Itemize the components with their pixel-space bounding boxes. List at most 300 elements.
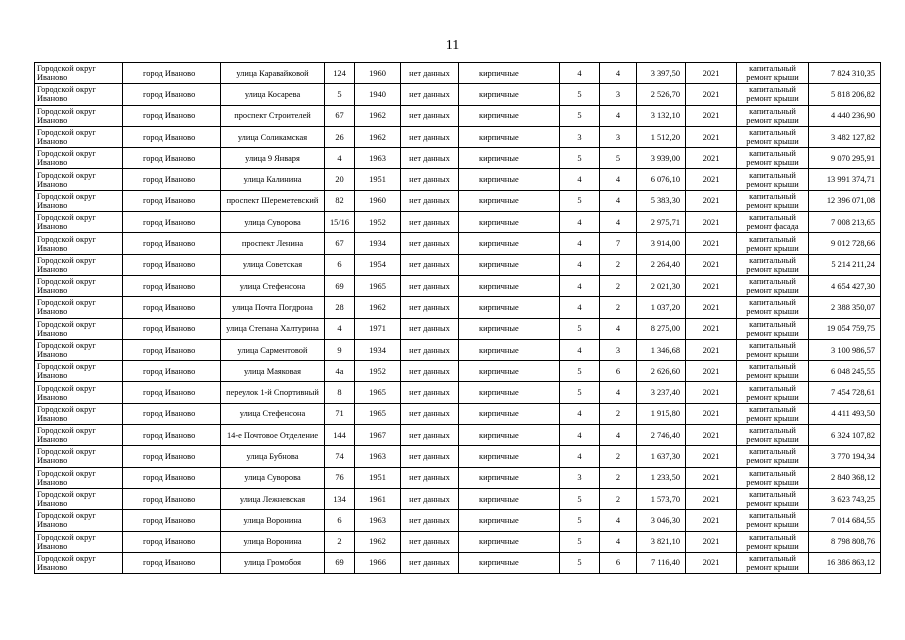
cell-settlement: город Иваново — [123, 190, 221, 211]
cell-area: 1 346,68 — [637, 339, 686, 360]
cell-work-year: 2021 — [686, 446, 737, 467]
cell-commissioning: нет данных — [401, 63, 459, 84]
cell-house-number: 71 — [325, 403, 355, 424]
cell-street: улица Бубнова — [221, 446, 325, 467]
cell-house-number: 26 — [325, 126, 355, 147]
cell-street: проспект Строителей — [221, 105, 325, 126]
cell-area: 3 046,30 — [637, 510, 686, 531]
cell-settlement: город Иваново — [123, 339, 221, 360]
cell-municipality: Городской округ Иваново — [35, 63, 123, 84]
cell-commissioning: нет данных — [401, 148, 459, 169]
cell-build-year: 1960 — [355, 190, 401, 211]
cell-street: улица Лежневская — [221, 488, 325, 509]
cell-work-year: 2021 — [686, 510, 737, 531]
cell-work-year: 2021 — [686, 318, 737, 339]
cell-build-year: 1963 — [355, 148, 401, 169]
cell-floors: 4 — [560, 403, 600, 424]
cell-work-year: 2021 — [686, 233, 737, 254]
cell-commissioning: нет данных — [401, 552, 459, 573]
cell-street: улица Суворова — [221, 467, 325, 488]
table-row — [35, 84, 881, 105]
cell-entrances: 6 — [600, 361, 637, 382]
cell-area: 5 383,30 — [637, 190, 686, 211]
cell-floors: 5 — [560, 84, 600, 105]
cell-area: 2 526,70 — [637, 84, 686, 105]
cell-work-type: капитальный ремонт крыши — [737, 403, 809, 424]
cell-municipality: Городской округ Иваново — [35, 425, 123, 446]
cell-house-number: 15/16 — [325, 212, 355, 233]
cell-entrances: 5 — [600, 148, 637, 169]
table-row — [35, 297, 881, 318]
cell-settlement: город Иваново — [123, 275, 221, 296]
cell-house-number: 67 — [325, 105, 355, 126]
cell-wall-material: кирпичные — [459, 275, 560, 296]
cell-wall-material: кирпичные — [459, 105, 560, 126]
cell-house-number: 134 — [325, 488, 355, 509]
cell-commissioning: нет данных — [401, 169, 459, 190]
cell-commissioning: нет данных — [401, 488, 459, 509]
cell-municipality: Городской округ Иваново — [35, 339, 123, 360]
cell-build-year: 1952 — [355, 212, 401, 233]
cell-house-number: 4а — [325, 361, 355, 382]
cell-house-number: 6 — [325, 254, 355, 275]
cell-build-year: 1962 — [355, 126, 401, 147]
cell-work-year: 2021 — [686, 403, 737, 424]
cell-wall-material: кирпичные — [459, 212, 560, 233]
cell-settlement: город Иваново — [123, 552, 221, 573]
cell-floors: 4 — [560, 169, 600, 190]
cell-cost: 7 014 684,55 — [809, 510, 881, 531]
cell-street: проспект Шереметевский — [221, 190, 325, 211]
cell-settlement: город Иваново — [123, 446, 221, 467]
cell-house-number: 28 — [325, 297, 355, 318]
cell-cost: 2 840 368,12 — [809, 467, 881, 488]
cell-work-type: капитальный ремонт крыши — [737, 148, 809, 169]
cell-settlement: город Иваново — [123, 467, 221, 488]
cell-street: улица Почта Погдрона — [221, 297, 325, 318]
cell-municipality: Городской округ Иваново — [35, 212, 123, 233]
cell-street: улица Маяковая — [221, 361, 325, 382]
cell-municipality: Городской округ Иваново — [35, 84, 123, 105]
cell-build-year: 1965 — [355, 403, 401, 424]
cell-build-year: 1954 — [355, 254, 401, 275]
cell-entrances: 2 — [600, 488, 637, 509]
cell-house-number: 82 — [325, 190, 355, 211]
cell-floors: 5 — [560, 105, 600, 126]
cell-build-year: 1961 — [355, 488, 401, 509]
cell-floors: 5 — [560, 318, 600, 339]
cell-wall-material: кирпичные — [459, 382, 560, 403]
cell-area: 3 914,00 — [637, 233, 686, 254]
cell-work-type: капитальный ремонт крыши — [737, 339, 809, 360]
cell-work-type: капитальный ремонт крыши — [737, 446, 809, 467]
cell-area: 7 116,40 — [637, 552, 686, 573]
cell-build-year: 1951 — [355, 467, 401, 488]
page-number: 11 — [445, 38, 460, 53]
cell-floors: 5 — [560, 488, 600, 509]
table-row — [35, 382, 881, 403]
cell-work-type: капитальный ремонт крыши — [737, 531, 809, 552]
table-row — [35, 403, 881, 424]
table-row — [35, 126, 881, 147]
cell-wall-material: кирпичные — [459, 510, 560, 531]
cell-settlement: город Иваново — [123, 254, 221, 275]
cell-work-year: 2021 — [686, 552, 737, 573]
table-row — [35, 169, 881, 190]
cell-entrances: 2 — [600, 297, 637, 318]
cell-work-type: капитальный ремонт крыши — [737, 105, 809, 126]
cell-build-year: 1966 — [355, 552, 401, 573]
cell-settlement: город Иваново — [123, 84, 221, 105]
table-row — [35, 275, 881, 296]
cell-area: 2 021,30 — [637, 275, 686, 296]
cell-floors: 4 — [560, 254, 600, 275]
cell-street: улица Воронина — [221, 531, 325, 552]
table-row — [35, 361, 881, 382]
cell-work-type: капитальный ремонт крыши — [737, 318, 809, 339]
cell-municipality: Городской округ Иваново — [35, 254, 123, 275]
cell-house-number: 69 — [325, 552, 355, 573]
cell-entrances: 4 — [600, 190, 637, 211]
cell-house-number: 2 — [325, 531, 355, 552]
cell-build-year: 1963 — [355, 510, 401, 531]
cell-commissioning: нет данных — [401, 510, 459, 531]
table-row — [35, 531, 881, 552]
cell-municipality: Городской округ Иваново — [35, 148, 123, 169]
table-row — [35, 467, 881, 488]
cell-house-number: 4 — [325, 318, 355, 339]
cell-floors: 5 — [560, 510, 600, 531]
table-row — [35, 233, 881, 254]
cell-municipality: Городской округ Иваново — [35, 169, 123, 190]
cell-build-year: 1934 — [355, 233, 401, 254]
cell-build-year: 1965 — [355, 275, 401, 296]
cell-work-year: 2021 — [686, 63, 737, 84]
cell-wall-material: кирпичные — [459, 126, 560, 147]
cell-cost: 12 396 071,08 — [809, 190, 881, 211]
cell-work-type: капитальный ремонт крыши — [737, 297, 809, 318]
cell-street: улица Советская — [221, 254, 325, 275]
cell-work-type: капитальный ремонт крыши — [737, 169, 809, 190]
cell-entrances: 6 — [600, 552, 637, 573]
cell-floors: 4 — [560, 63, 600, 84]
cell-work-type: капитальный ремонт крыши — [737, 233, 809, 254]
table-row — [35, 318, 881, 339]
cell-municipality: Городской округ Иваново — [35, 446, 123, 467]
cell-area: 3 132,10 — [637, 105, 686, 126]
cell-entrances: 7 — [600, 233, 637, 254]
cell-entrances: 2 — [600, 403, 637, 424]
cell-floors: 4 — [560, 339, 600, 360]
cell-work-year: 2021 — [686, 467, 737, 488]
cell-street: улица Косарева — [221, 84, 325, 105]
cell-entrances: 2 — [600, 254, 637, 275]
cell-area: 2 264,40 — [637, 254, 686, 275]
cell-build-year: 1963 — [355, 446, 401, 467]
cell-entrances: 4 — [600, 382, 637, 403]
cell-area: 8 275,00 — [637, 318, 686, 339]
cell-work-type: капитальный ремонт крыши — [737, 361, 809, 382]
cell-wall-material: кирпичные — [459, 254, 560, 275]
cell-municipality: Городской округ Иваново — [35, 467, 123, 488]
cell-municipality: Городской округ Иваново — [35, 318, 123, 339]
cell-area: 1 233,50 — [637, 467, 686, 488]
cell-floors: 5 — [560, 552, 600, 573]
cell-commissioning: нет данных — [401, 254, 459, 275]
cell-floors: 3 — [560, 126, 600, 147]
cell-area: 3 237,40 — [637, 382, 686, 403]
table-row — [35, 105, 881, 126]
cell-house-number: 8 — [325, 382, 355, 403]
cell-settlement: город Иваново — [123, 510, 221, 531]
cell-street: улица Сарментовой — [221, 339, 325, 360]
cell-cost: 4 411 493,50 — [809, 403, 881, 424]
cell-floors: 4 — [560, 425, 600, 446]
cell-wall-material: кирпичные — [459, 318, 560, 339]
cell-wall-material: кирпичные — [459, 446, 560, 467]
cell-house-number: 20 — [325, 169, 355, 190]
cell-floors: 4 — [560, 233, 600, 254]
cell-work-type: капитальный ремонт крыши — [737, 84, 809, 105]
cell-floors: 5 — [560, 382, 600, 403]
cell-cost: 3 770 194,34 — [809, 446, 881, 467]
table-row — [35, 212, 881, 233]
cell-work-type: капитальный ремонт крыши — [737, 552, 809, 573]
cell-work-year: 2021 — [686, 275, 737, 296]
cell-commissioning: нет данных — [401, 297, 459, 318]
cell-house-number: 6 — [325, 510, 355, 531]
cell-street: 14-е Почтовое Отделение — [221, 425, 325, 446]
cell-work-type: капитальный ремонт фасада — [737, 212, 809, 233]
cell-wall-material: кирпичные — [459, 339, 560, 360]
cell-commissioning: нет данных — [401, 105, 459, 126]
cell-work-year: 2021 — [686, 212, 737, 233]
cell-settlement: город Иваново — [123, 318, 221, 339]
cell-floors: 5 — [560, 531, 600, 552]
cell-floors: 3 — [560, 467, 600, 488]
cell-cost: 8 798 808,76 — [809, 531, 881, 552]
table-row — [35, 446, 881, 467]
cell-work-type: капитальный ремонт крыши — [737, 190, 809, 211]
cell-house-number: 5 — [325, 84, 355, 105]
cell-street: улица Суворова — [221, 212, 325, 233]
cell-house-number: 74 — [325, 446, 355, 467]
cell-municipality: Городской округ Иваново — [35, 382, 123, 403]
cell-street: улица 9 Января — [221, 148, 325, 169]
cell-entrances: 4 — [600, 212, 637, 233]
cell-work-year: 2021 — [686, 297, 737, 318]
cell-entrances: 3 — [600, 126, 637, 147]
cell-municipality: Городской округ Иваново — [35, 531, 123, 552]
cell-area: 2 975,71 — [637, 212, 686, 233]
cell-street: улица Стефенсона — [221, 403, 325, 424]
cell-wall-material: кирпичные — [459, 233, 560, 254]
cell-area: 6 076,10 — [637, 169, 686, 190]
cell-cost: 7 454 728,61 — [809, 382, 881, 403]
cell-municipality: Городской округ Иваново — [35, 361, 123, 382]
cell-commissioning: нет данных — [401, 233, 459, 254]
cell-floors: 4 — [560, 446, 600, 467]
cell-street: улица Соликамская — [221, 126, 325, 147]
cell-municipality: Городской округ Иваново — [35, 403, 123, 424]
cell-work-year: 2021 — [686, 254, 737, 275]
cell-wall-material: кирпичные — [459, 488, 560, 509]
cell-commissioning: нет данных — [401, 84, 459, 105]
cell-settlement: город Иваново — [123, 212, 221, 233]
cell-wall-material: кирпичные — [459, 297, 560, 318]
cell-area: 3 397,50 — [637, 63, 686, 84]
cell-commissioning: нет данных — [401, 339, 459, 360]
cell-municipality: Городской округ Иваново — [35, 488, 123, 509]
cell-cost: 3 100 986,57 — [809, 339, 881, 360]
cell-work-year: 2021 — [686, 531, 737, 552]
cell-work-year: 2021 — [686, 105, 737, 126]
cell-build-year: 1951 — [355, 169, 401, 190]
cell-build-year: 1934 — [355, 339, 401, 360]
cell-commissioning: нет данных — [401, 403, 459, 424]
cell-build-year: 1952 — [355, 361, 401, 382]
cell-entrances: 4 — [600, 318, 637, 339]
cell-wall-material: кирпичные — [459, 169, 560, 190]
cell-municipality: Городской округ Иваново — [35, 105, 123, 126]
cell-work-year: 2021 — [686, 190, 737, 211]
cell-floors: 5 — [560, 148, 600, 169]
cell-cost: 13 991 374,71 — [809, 169, 881, 190]
cell-settlement: город Иваново — [123, 169, 221, 190]
cell-street: улица Калинина — [221, 169, 325, 190]
cell-cost: 6 324 107,82 — [809, 425, 881, 446]
cell-street: улица Степана Халтурина — [221, 318, 325, 339]
cell-commissioning: нет данных — [401, 212, 459, 233]
cell-municipality: Городской округ Иваново — [35, 126, 123, 147]
cell-entrances: 4 — [600, 510, 637, 531]
table-row — [35, 63, 881, 84]
cell-street: проспект Ленина — [221, 233, 325, 254]
cell-work-year: 2021 — [686, 382, 737, 403]
cell-work-type: капитальный ремонт крыши — [737, 382, 809, 403]
cell-area: 2 746,40 — [637, 425, 686, 446]
cell-cost: 7 824 310,35 — [809, 63, 881, 84]
cell-municipality: Городской округ Иваново — [35, 297, 123, 318]
cell-street: улица Воронина — [221, 510, 325, 531]
cell-wall-material: кирпичные — [459, 84, 560, 105]
cell-settlement: город Иваново — [123, 361, 221, 382]
cell-house-number: 144 — [325, 425, 355, 446]
cell-cost: 5 818 206,82 — [809, 84, 881, 105]
cell-floors: 5 — [560, 190, 600, 211]
cell-settlement: город Иваново — [123, 297, 221, 318]
table-row — [35, 510, 881, 531]
cell-floors: 4 — [560, 212, 600, 233]
cell-wall-material: кирпичные — [459, 425, 560, 446]
cell-house-number: 76 — [325, 467, 355, 488]
cell-commissioning: нет данных — [401, 126, 459, 147]
cell-cost: 4 654 427,30 — [809, 275, 881, 296]
cell-cost: 9 070 295,91 — [809, 148, 881, 169]
cell-area: 3 939,00 — [637, 148, 686, 169]
cell-cost: 5 214 211,24 — [809, 254, 881, 275]
table-row — [35, 339, 881, 360]
cell-entrances: 4 — [600, 105, 637, 126]
cell-settlement: город Иваново — [123, 126, 221, 147]
table-row — [35, 425, 881, 446]
cell-floors: 5 — [560, 361, 600, 382]
cell-cost: 19 054 759,75 — [809, 318, 881, 339]
cell-commissioning: нет данных — [401, 531, 459, 552]
cell-cost: 6 048 245,55 — [809, 361, 881, 382]
cell-build-year: 1967 — [355, 425, 401, 446]
cell-commissioning: нет данных — [401, 361, 459, 382]
cell-house-number: 67 — [325, 233, 355, 254]
cell-cost: 2 388 350,07 — [809, 297, 881, 318]
cell-entrances: 4 — [600, 169, 637, 190]
cell-commissioning: нет данных — [401, 318, 459, 339]
cell-wall-material: кирпичные — [459, 403, 560, 424]
cell-settlement: город Иваново — [123, 105, 221, 126]
cell-wall-material: кирпичные — [459, 190, 560, 211]
cell-wall-material: кирпичные — [459, 63, 560, 84]
cell-entrances: 4 — [600, 531, 637, 552]
cell-build-year: 1965 — [355, 382, 401, 403]
cell-area: 1 915,80 — [637, 403, 686, 424]
cell-work-type: капитальный ремонт крыши — [737, 63, 809, 84]
cell-commissioning: нет данных — [401, 190, 459, 211]
cell-commissioning: нет данных — [401, 425, 459, 446]
cell-entrances: 3 — [600, 339, 637, 360]
cell-cost: 3 482 127,82 — [809, 126, 881, 147]
cell-cost: 9 012 728,66 — [809, 233, 881, 254]
cell-entrances: 4 — [600, 63, 637, 84]
cell-wall-material: кирпичные — [459, 148, 560, 169]
cell-area: 1 637,30 — [637, 446, 686, 467]
cell-work-year: 2021 — [686, 148, 737, 169]
cell-street: улица Каравайковой — [221, 63, 325, 84]
cell-work-type: капитальный ремонт крыши — [737, 467, 809, 488]
table-row — [35, 488, 881, 509]
cell-area: 1 573,70 — [637, 488, 686, 509]
cell-floors: 4 — [560, 297, 600, 318]
cell-house-number: 69 — [325, 275, 355, 296]
cell-commissioning: нет данных — [401, 382, 459, 403]
cell-work-year: 2021 — [686, 84, 737, 105]
cell-work-type: капитальный ремонт крыши — [737, 254, 809, 275]
cell-entrances: 2 — [600, 467, 637, 488]
cell-work-year: 2021 — [686, 425, 737, 446]
cell-municipality: Городской округ Иваново — [35, 552, 123, 573]
cell-area: 1 037,20 — [637, 297, 686, 318]
table-row — [35, 148, 881, 169]
cell-build-year: 1960 — [355, 63, 401, 84]
cell-commissioning: нет данных — [401, 446, 459, 467]
cell-work-year: 2021 — [686, 126, 737, 147]
cell-settlement: город Иваново — [123, 403, 221, 424]
cell-work-year: 2021 — [686, 488, 737, 509]
cell-build-year: 1962 — [355, 105, 401, 126]
cell-house-number: 124 — [325, 63, 355, 84]
cell-floors: 4 — [560, 275, 600, 296]
cell-commissioning: нет данных — [401, 275, 459, 296]
cell-wall-material: кирпичные — [459, 467, 560, 488]
cell-street: улица Стефенсона — [221, 275, 325, 296]
cell-wall-material: кирпичные — [459, 361, 560, 382]
cell-entrances: 2 — [600, 275, 637, 296]
cell-settlement: город Иваново — [123, 63, 221, 84]
cell-settlement: город Иваново — [123, 382, 221, 403]
cell-cost: 7 008 213,65 — [809, 212, 881, 233]
cell-wall-material: кирпичные — [459, 552, 560, 573]
cell-area: 2 626,60 — [637, 361, 686, 382]
cell-cost: 4 440 236,90 — [809, 105, 881, 126]
